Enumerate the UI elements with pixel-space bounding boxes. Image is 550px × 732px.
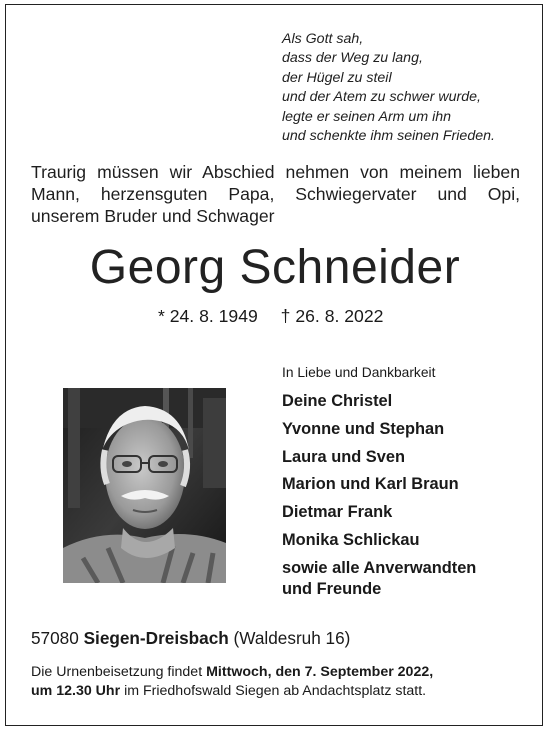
ceremony-location: im Friedhofswald Siegen ab Andachtsplatz statt.: [124, 683, 427, 699]
address-street: (Waldesruh 16): [233, 628, 351, 648]
poem-line: legte er seinen Arm um ihn: [282, 108, 452, 125]
mourner-name: Marion und Karl Braun: [282, 475, 459, 494]
portrait-photo: [63, 388, 226, 583]
intro-line: Mann, herzensguten Papa, Schwiegervater und Opi,: [31, 183, 520, 204]
family-address: [31, 627, 350, 649]
mourners-list: [282, 388, 476, 600]
intro-text: [31, 162, 520, 227]
life-dates: [158, 305, 383, 327]
mourner-name: Dietmar Frank: [282, 503, 393, 522]
mourners-rest: [282, 558, 476, 600]
address-postcode: 57080: [31, 628, 79, 648]
mourners-rest-line: sowie alle Anverwandten: [282, 558, 477, 577]
ceremony-line-1: [31, 663, 433, 682]
poem: [282, 30, 495, 146]
address-place: Siegen-Dreisbach: [83, 628, 229, 648]
ceremony-info: [31, 663, 433, 701]
death-date: † 26. 8. 2022: [280, 306, 384, 326]
ceremony-line-2: [31, 682, 433, 701]
poem-line: und schenkte ihm seinen Frieden.: [282, 128, 495, 145]
ceremony-text: Die Urnenbeisetzung findet: [31, 664, 203, 680]
poem-line: der Hügel zu steil: [282, 69, 392, 86]
poem-line: dass der Weg zu lang,: [282, 50, 423, 67]
mourner-name: Monika Schlickau: [282, 530, 420, 549]
mourner-name: Laura und Sven: [282, 447, 405, 466]
intro-line: Traurig müssen wir Abschied nehmen von meinem lieben: [31, 162, 520, 182]
poem-line: Als Gott sah,: [282, 31, 364, 47]
intro-line: unserem Bruder und Schwager: [31, 205, 275, 226]
mourners-rest-line: und Freunde: [282, 579, 382, 598]
thanks-intro: In Liebe und Dankbarkeit: [282, 365, 436, 380]
poem-line: und der Atem zu schwer wurde,: [282, 89, 481, 106]
deceased-name: Georg Schneider: [89, 241, 461, 294]
ceremony-date: Mittwoch, den 7. September 2022,: [206, 664, 434, 680]
mourner-name: Deine Christel: [282, 392, 393, 410]
birth-date: * 24. 8. 1949: [158, 306, 258, 326]
mourner-name: Yvonne und Stephan: [282, 419, 445, 438]
ceremony-time: um 12.30 Uhr: [31, 683, 121, 699]
